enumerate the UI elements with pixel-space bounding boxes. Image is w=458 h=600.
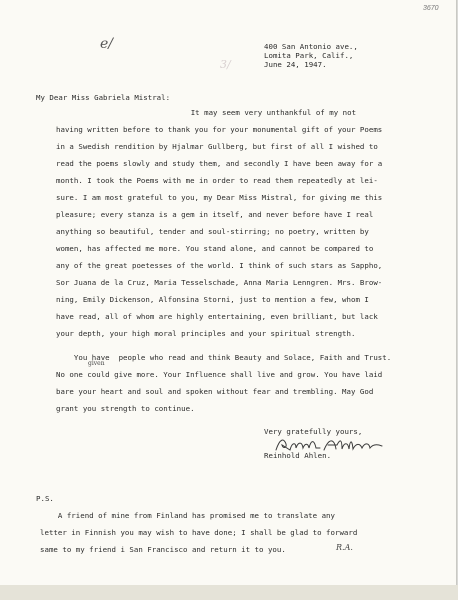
- body-line: having written before to thank you for your monumental gift of your Poems: [56, 125, 383, 134]
- body-line: any of the great poetesses of the world. I think of such stars as Sappho,: [56, 261, 383, 270]
- postscript-line: same to my friend i San Francisco and return it to you.: [40, 545, 286, 554]
- archive-number: 3670: [423, 5, 439, 12]
- body-line: in a Swedish rendition by Hjalmar Gullberg, but first of all I wished to: [56, 142, 378, 151]
- postscript-initials: R.A.: [336, 543, 353, 552]
- body-line: grant you strength to continue.: [56, 404, 195, 413]
- body-line: women, has affected me more. You stand alone, and cannot be compared to: [56, 244, 374, 253]
- body-line: sure. I am most grateful to you, my Dear Miss Mistral, for giving me this: [56, 193, 383, 202]
- closing: Very gratefully yours,: [264, 427, 363, 436]
- body-line: Sor Juana de la Cruz, Maria Tesselschade, Anna Maria Lenngren. Mrs. Brow-: [56, 278, 383, 287]
- body-line: month. I took the Poems with me in order to read them repeatedly at lei-: [56, 176, 378, 185]
- handwritten-mark: e/: [100, 36, 114, 52]
- body-line: ning, Emily Dickenson, Alfonsina Storni, just to mention a few, whom I: [56, 295, 369, 304]
- body-line: pleasure; every stanza is a gem in itself, and never before have I real: [56, 210, 374, 219]
- scan-background-strip: [0, 585, 458, 600]
- letter-date: June 24, 1947.: [264, 60, 327, 69]
- postscript-line: A friend of mine from Finland has promised me to translate any: [40, 511, 335, 520]
- postscript-label: P.S.: [36, 494, 54, 503]
- body-line: You have people who read and think Beauty and Solace, Faith and Trust.: [56, 353, 392, 362]
- salutation: My Dear Miss Gabriela Mistral:: [36, 93, 171, 102]
- body-line: your depth, your high moral principles and your spiritual strength.: [56, 329, 356, 338]
- body-line: No one could give more. Your Influence shall live and grow. You have laid: [56, 370, 383, 379]
- body-line: have read, all of whom are highly entertaining, even brilliant, but lack: [56, 312, 378, 321]
- body-line: bare your heart and soul and spoken without fear and trembling. May God: [56, 387, 374, 396]
- body-line: read the poems slowly and study them, and secondly I have been away for a: [56, 159, 383, 168]
- signer-name: Reinhold Ahlen.: [264, 451, 332, 460]
- body-line: anything so beautiful, tender and soul-stirring; no poetry, written by: [56, 227, 369, 236]
- body-line: It may seem very unthankful of my not: [146, 108, 357, 117]
- address-city: Lomita Park, Calif.,: [264, 51, 354, 60]
- postscript-line: letter in Finnish you may wish to have done; I shall be glad to forward: [40, 528, 358, 537]
- handwritten-insert-given: given: [88, 360, 105, 367]
- faint-handwritten-mark: 3/: [220, 58, 231, 71]
- address-street: 400 San Antonio ave.,: [264, 42, 358, 51]
